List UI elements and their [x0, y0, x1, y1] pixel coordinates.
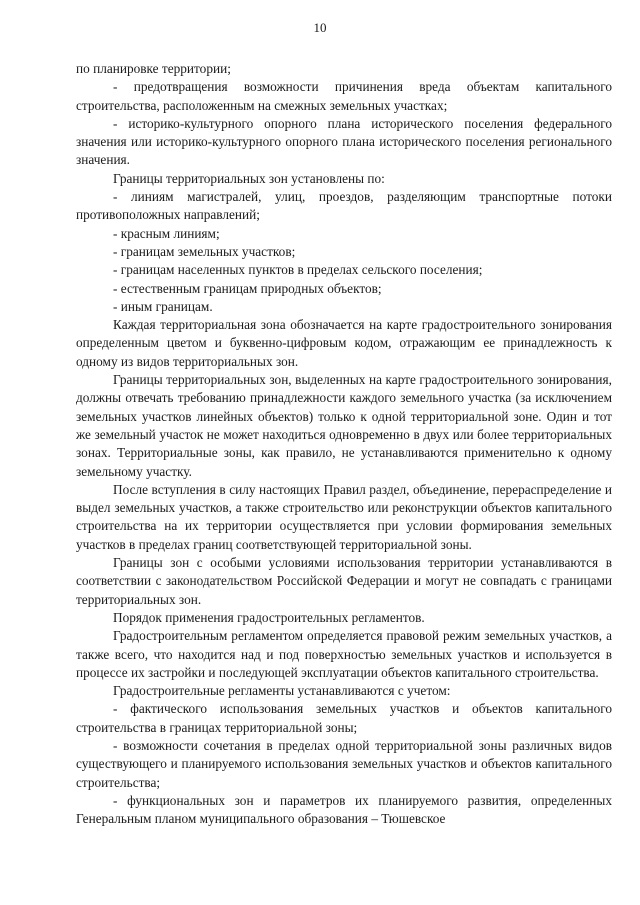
list-item-land-plots: - границам земельных участков;: [113, 243, 296, 259]
list-item-historical-plan: - историко-культурного опорного плана исторического поселения федерального значения или историко-культурного опорного плана исторического поселения регионального значения.: [76, 115, 612, 168]
paragraph-regulations-basis: Градостроительные регламенты устанавливаются с учетом:: [113, 683, 451, 699]
paragraph-zone-designation: Каждая территориальная зона обозначается на карте градостроительного зонирования определенным цветом и буквенно-цифровым кодом, отражающим ее принадлежность к одному из видов территориальных зон.: [76, 317, 612, 369]
document-body: [76, 60, 612, 828]
page-number: 10: [313, 20, 327, 35]
paragraph-legal-regime: Градостроительным регламентом определяется правовой режим земельных участков, а также всего, что находится над и под поверхностью земельных участков и используется в процессе их застройки и последующей эксплуатации объектов капитального строительства.: [76, 628, 612, 680]
list-item-settlements: - границам населенных пунктов в пределах сельского поселения;: [113, 262, 483, 278]
paragraph-continuation: по планировке территории;: [76, 61, 231, 76]
list-item-combination: - возможности сочетания в пределах одной территориальной зоны различных видов существующего и планируемого использования земельных участков и объектов капитального строительства;: [76, 737, 612, 790]
paragraph-after-rules: После вступления в силу настоящих Правил раздел, объединение, перераспределение и выдел земельных участков, а также строительство или реконструкции объектов капитального строительства на их территории осуществляется при условии формирования земельных участков в пределах границ соответствующей территориальной зоны.: [76, 481, 612, 552]
list-item-actual-use: - фактического использования земельных участков и объектов капитального строительства в границах территориальной зоны;: [76, 701, 612, 735]
paragraph-zone-boundaries-intro: Границы территориальных зон установлены по:: [113, 170, 385, 186]
paragraph-regulations-order: Порядок применения градостроительных регламентов.: [113, 609, 425, 625]
list-item-harm-prevention: - предотвращения возможности причинения вреда объектам капитального строительства, расположенным на смежных земельных участках;: [76, 79, 612, 113]
list-item-functional-zones: - функциональных зон и параметров их планируемого развития, определенных Генеральным планом муниципального образования – Тюшевское: [76, 792, 612, 827]
paragraph-zone-requirements: Границы территориальных зон, выделенных на карте градостроительного зонирования, должны отвечать требованию принадлежности каждого земельного участка (за исключением земельных участков линейных объектов) только к одной территориальной зоне. Один и тот же земельный участок не может находиться одновременно в двух или более территориальных зонах. Территориальные зоны, как правило, не устанавливаются применительно к одному земельному участку.: [76, 372, 612, 479]
list-item-natural-boundaries: - естественным границам природных объектов;: [113, 280, 382, 296]
list-item-other-boundaries: - иным границам.: [113, 298, 213, 314]
list-item-red-lines: - красным линиям;: [113, 225, 220, 241]
paragraph-special-zones: Границы зон с особыми условиями использования территории устанавливаются в соответствии с законодательством Российской Федерации и могут не совпадать с границами территориальных зон.: [76, 555, 612, 607]
list-item-highways: - линиям магистралей, улиц, проездов, разделяющим транспортные потоки противоположных направлений;: [76, 189, 612, 223]
